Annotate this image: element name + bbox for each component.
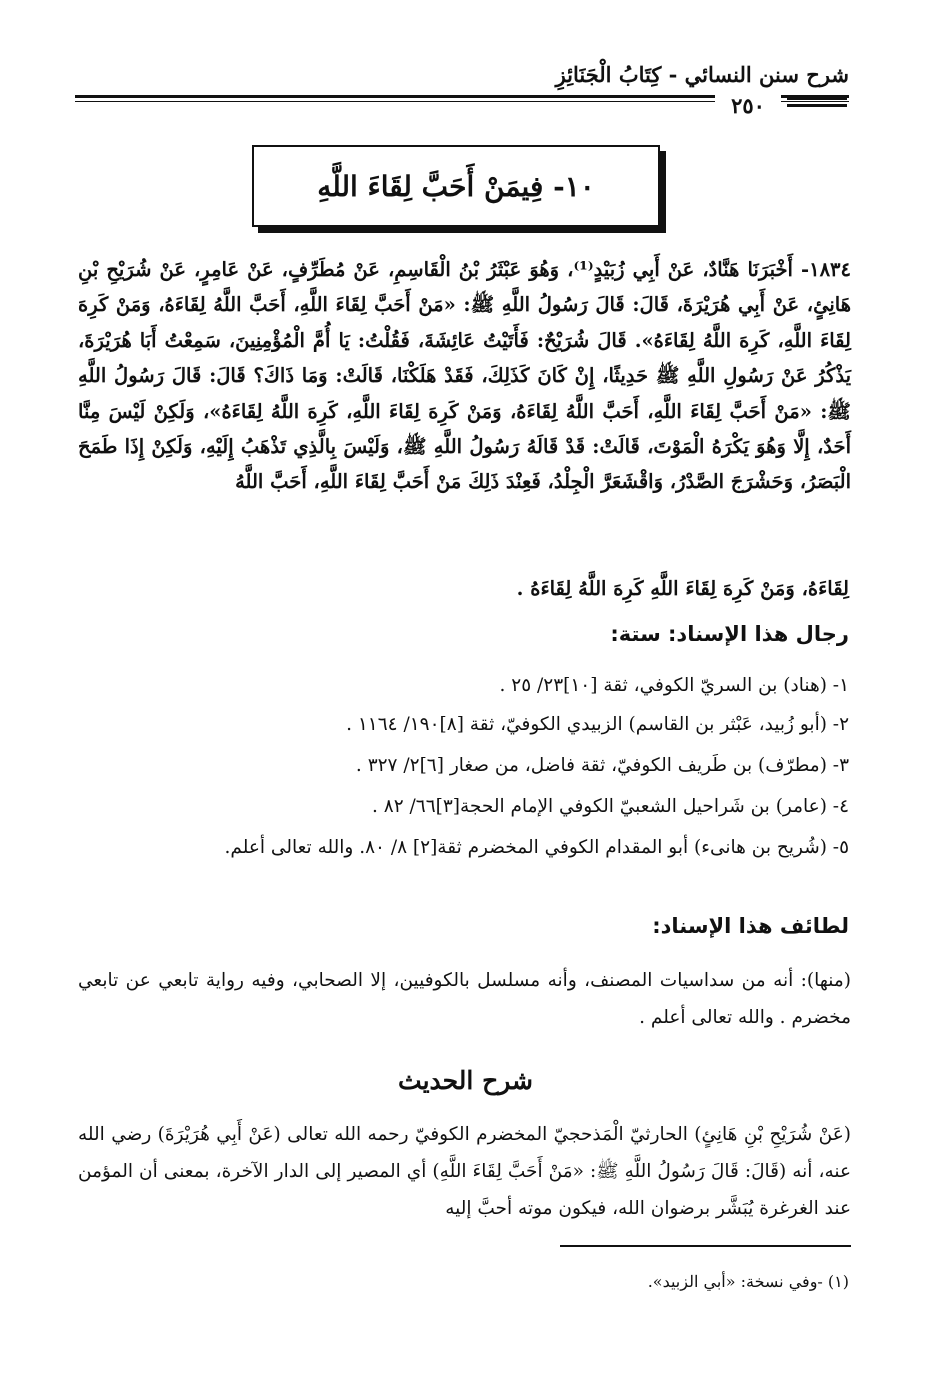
page-number: ٢٥٠ xyxy=(715,93,781,118)
chapter-title: ١٠- فِيمَنْ أَحَبَّ لِقَاءَ اللَّهِ xyxy=(317,169,595,203)
page-number-ornament xyxy=(787,97,847,111)
footnote-divider xyxy=(560,1245,851,1247)
running-header-title: شرح سنن النسائي - كِتَابُ الْجَنَائِزِ xyxy=(555,62,849,87)
hadith-text-last-line: لِقَاءَهُ، وَمَنْ كَرِهَ لِقَاءَ اللَّهِ كَرِهَ اللَّهُ لِقَاءَهُ . xyxy=(516,577,849,600)
narrator-item: ٣- (مطرّف) بن طَريف الكوفيّ، ثقة فاضل، من صغار [٦]٢/ ٣٢٧ . xyxy=(355,755,849,776)
hadith-text: ١٨٣٤- أَخْبَرَنَا هَنَّادٌ، عَنْ أَبِي زُبَيْدٍ⁽¹⁾، وَهُوَ عَبْثَرُ بْنُ الْقَاسِمِ، عَنْ مُطَرِّفٍ، عَنْ عَامِرٍ، عَنْ شُرَيْحِ بْنِ هَانِئٍ، عَنْ أَبِي هُرَيْرَةَ، قَالَ: قَالَ رَسُولُ اللَّهِ ﷺ: «مَنْ أَحَبَّ لِقَاءَ اللَّهِ، أَحَبَّ اللَّهُ لِقَاءَهُ، وَمَنْ كَرِهَ لِقَاءَ اللَّهِ، كَرِهَ اللَّهُ لِقَاءَهُ». قَالَ شُرَيْحٌ: فَأَتَيْتُ عَائِشَةَ، فَقُلْتُ: يَا أُمَّ الْمُؤْمِنِينَ، سَمِعْتُ أَبَا هُرَيْرَةَ، يَذْكُرُ عَنْ رَسُولِ اللَّهِ ﷺ حَدِيثًا، إِنْ كَانَ كَذَلِكَ، فَقَدْ هَلَكْنَا، قَالَتْ: وَمَا ذَاكَ؟ قَالَ: قَالَ رَسُولُ اللَّهِ ﷺ: «مَنْ أَحَبَّ لِقَاءَ اللَّهِ، أَحَبَّ اللَّهُ لِقَاءَهُ، وَمَنْ كَرِهَ لِقَاءَ اللَّهِ، كَرِهَ اللَّهُ لِقَاءَهُ»، وَلَكِنْ لَيْسَ مِنَّا أَحَدٌ، إِلَّا وَهُوَ يَكْرَهُ الْمَوْتَ، قَالَتْ: قَدْ قَالَهُ رَسُولُ اللَّهِ ﷺ، وَلَيْسَ بِالَّذِي تَذْهَبُ إِلَيْهِ، وَلَكِنْ إِذَا طَمَحَ الْبَصَرُ، وَحَشْرَجَ الصَّدْرُ، وَاقْشَعَرَّ الْجِلْدُ، فَعِنْدَ ذَلِكَ مَنْ أَحَبَّ لِقَاءَ اللَّهِ، أَحَبَّ اللَّهُ xyxy=(78,258,851,494)
sharh-title: شرح الحديث xyxy=(398,1066,533,1095)
narrator-item: ٤- (عامر) بن شَراحيل الشعبيّ الكوفي الإمام الحجة[٣]٦٦/ ٨٢ . xyxy=(372,796,849,817)
narrator-item: ٥- (شُريح بن هانىء) أبو المقدام الكوفي المخضرم ثقة[٢] ٨/ ٨٠. والله تعالى أعلم. xyxy=(224,837,849,858)
narrator-item: ١- (هناد) بن السريّ الكوفي، ثقة [١٠]٢٣/ ٢٥ . xyxy=(499,675,849,696)
sharh-text: (عَنْ شُرَيْحِ بْنِ هَانِئٍ) الحارثيّ الْمَذحجيّ المخضرم الكوفيّ رحمه الله تعالى (عَنْ أَبِي هُرَيْرَةَ) رضي الله عنه، أنه (قَالَ: قَالَ رَسُولُ اللَّهِ ﷺ: «مَنْ أَحَبَّ لِقَاءَ اللَّهِ) أي المصير إلى الدار الآخرة، بمعنى أن المؤمن عند الغرغرة يُبَشَّر برضوان الله، فيكون موته أحبَّ إليه xyxy=(78,1124,851,1219)
narrator-item: ٢- (أبو زُبيد، عَبْثر بن القاسم) الزبيدي الكوفيّ، ثقة [٨]١٩٠/ ١١٦٤ . xyxy=(346,714,849,735)
lataif-heading: لطائف هذا الإسناد: xyxy=(652,914,849,938)
lataif-text: (منها): أنه من سداسيات المصنف، وأنه مسلسل بالكوفيين، إلا الصحابي، وفيه رواية تابعي عن تابعي مخضرم . والله تعالى أعلم . xyxy=(78,970,851,1028)
isnad-heading: رجال هذا الإسناد: ستة: xyxy=(610,622,849,646)
footnote: (١) -وفي نسخة: «أبي الزبيد». xyxy=(647,1272,849,1291)
chapter-title-box xyxy=(252,145,660,227)
